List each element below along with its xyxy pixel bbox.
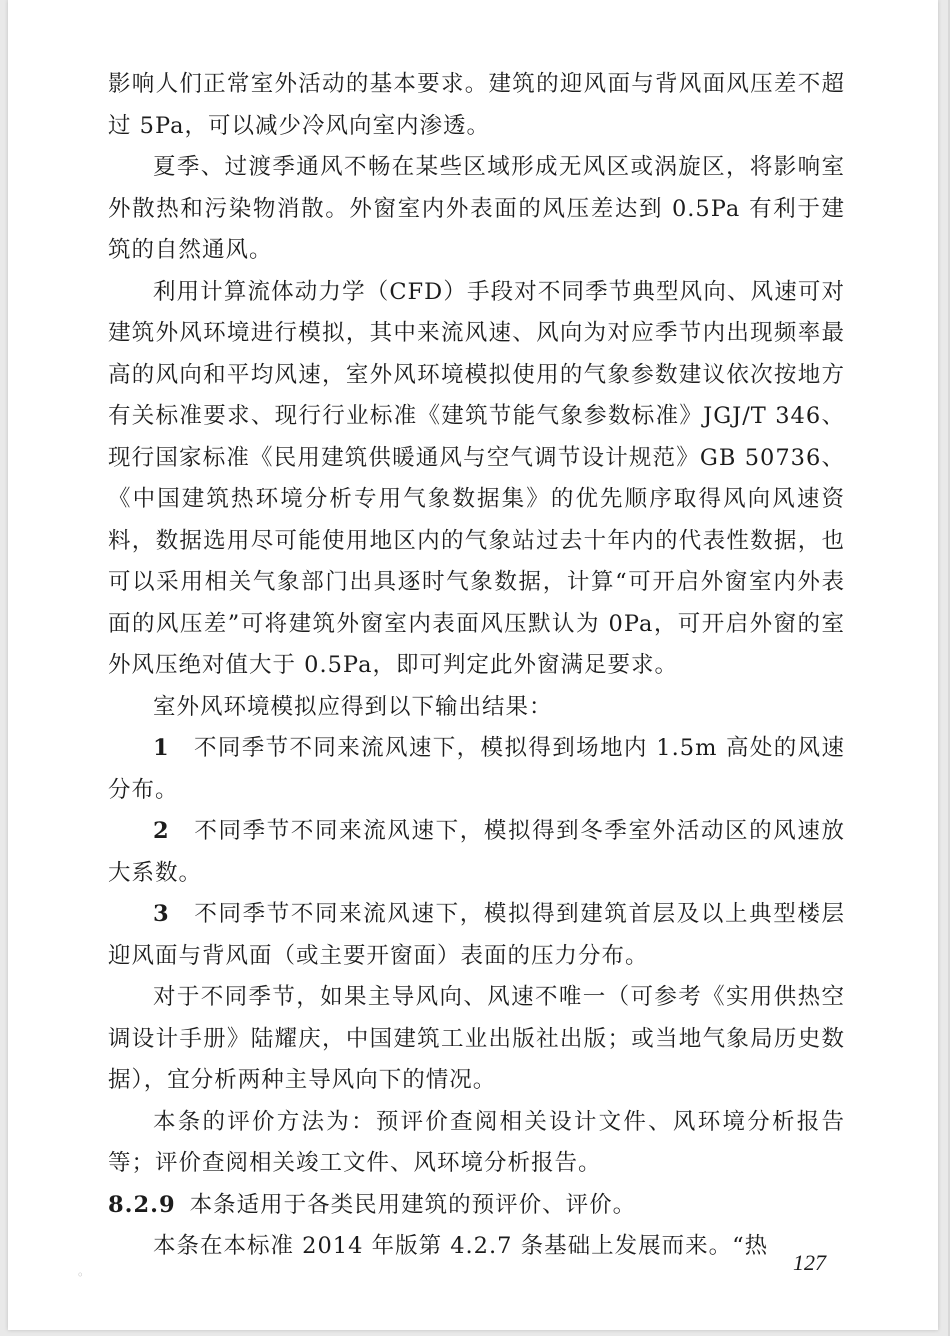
page-number: 127	[793, 1250, 826, 1275]
list-item-number: 1	[153, 735, 170, 761]
clause-heading	[108, 1185, 845, 1227]
paragraph-wind-direction: 对于不同季节，如果主导风向、风速不唯一（可参考《实用供热空调设计手册》陆耀庆，中国建筑工业出版社出版；或当地气象局历史数据），宜分析两种主导风向下的情况。	[108, 984, 845, 1093]
list-item-number: 3	[153, 901, 170, 927]
list-item-text: 不同季节不同来流风速下，模拟得到建筑首层及以上典型楼层迎风面与背风面（或主要开窗面）表面的压力分布。	[108, 901, 845, 969]
list-item	[108, 728, 845, 811]
body-text	[108, 64, 845, 1268]
paragraph-final: 本条在本标准 2014 年版第 4.2.7 条基础上发展而来。“热	[153, 1233, 769, 1259]
list-item	[108, 811, 845, 894]
list-item-number: 2	[153, 818, 170, 844]
paragraph-evaluation-method: 本条的评价方法为：预评价查阅相关设计文件、风环境分析报告等；评价查阅相关竣工文件、风环境分析报告。	[108, 1108, 845, 1176]
paragraph-cfd-simulation: 利用计算流体动力学（CFD）手段对不同季节典型风向、风速可对建筑外风环境进行模拟，其中来流风速、风向为对应季节内出现频率最高的风向和平均风速，室外风环境模拟使用的气象参数建议依次按地方有关标准要求、现行行业标准《建筑节能气象参数标准》JGJ/T 346、现行国家标准《民用建筑供暖通风与空气调节设计规范》GB 50736、《中国建筑热环境分析专用气象数据集》的优先顺序取得风向风速资料，数据选用尽可能使用地区内的气象站过去十年内的代表性数据，也可以采用相关气象部门出具逐时气象数据，计算“可开启外窗室内外表面的风压差”可将建筑外窗室内表面风压默认为 0Pa，可开启外窗的室外风压绝对值大于 0.5Pa，即可判定此外窗满足要求。	[108, 278, 845, 678]
clause-number: 8.2.9	[108, 1191, 176, 1218]
paragraph-summer-ventilation: 夏季、过渡季通风不畅在某些区域形成无风区或涡旋区，将影响室外散热和污染物消散。外窗室内外表面的风压差达到 0.5Pa 有利于建筑的自然通风。	[108, 154, 845, 263]
list-item-text: 不同季节不同来流风速下，模拟得到冬季室外活动区的风速放大系数。	[108, 818, 845, 886]
clause-text: 本条适用于各类民用建筑的预评价、评价。	[189, 1191, 637, 1218]
list-item-text: 不同季节不同来流风速下，模拟得到场地内 1.5m 高处的风速分布。	[108, 735, 845, 803]
paragraph-output-intro: 室外风环境模拟应得到以下输出结果：	[153, 693, 553, 720]
document-page	[8, 0, 938, 1330]
paragraph-continuation: 影响人们正常室外活动的基本要求。建筑的迎风面与背风面风压差不超过 5Pa，可以减少冷风向室内渗透。	[108, 71, 845, 139]
list-item	[108, 894, 845, 977]
scan-mark: 。	[78, 1264, 91, 1278]
